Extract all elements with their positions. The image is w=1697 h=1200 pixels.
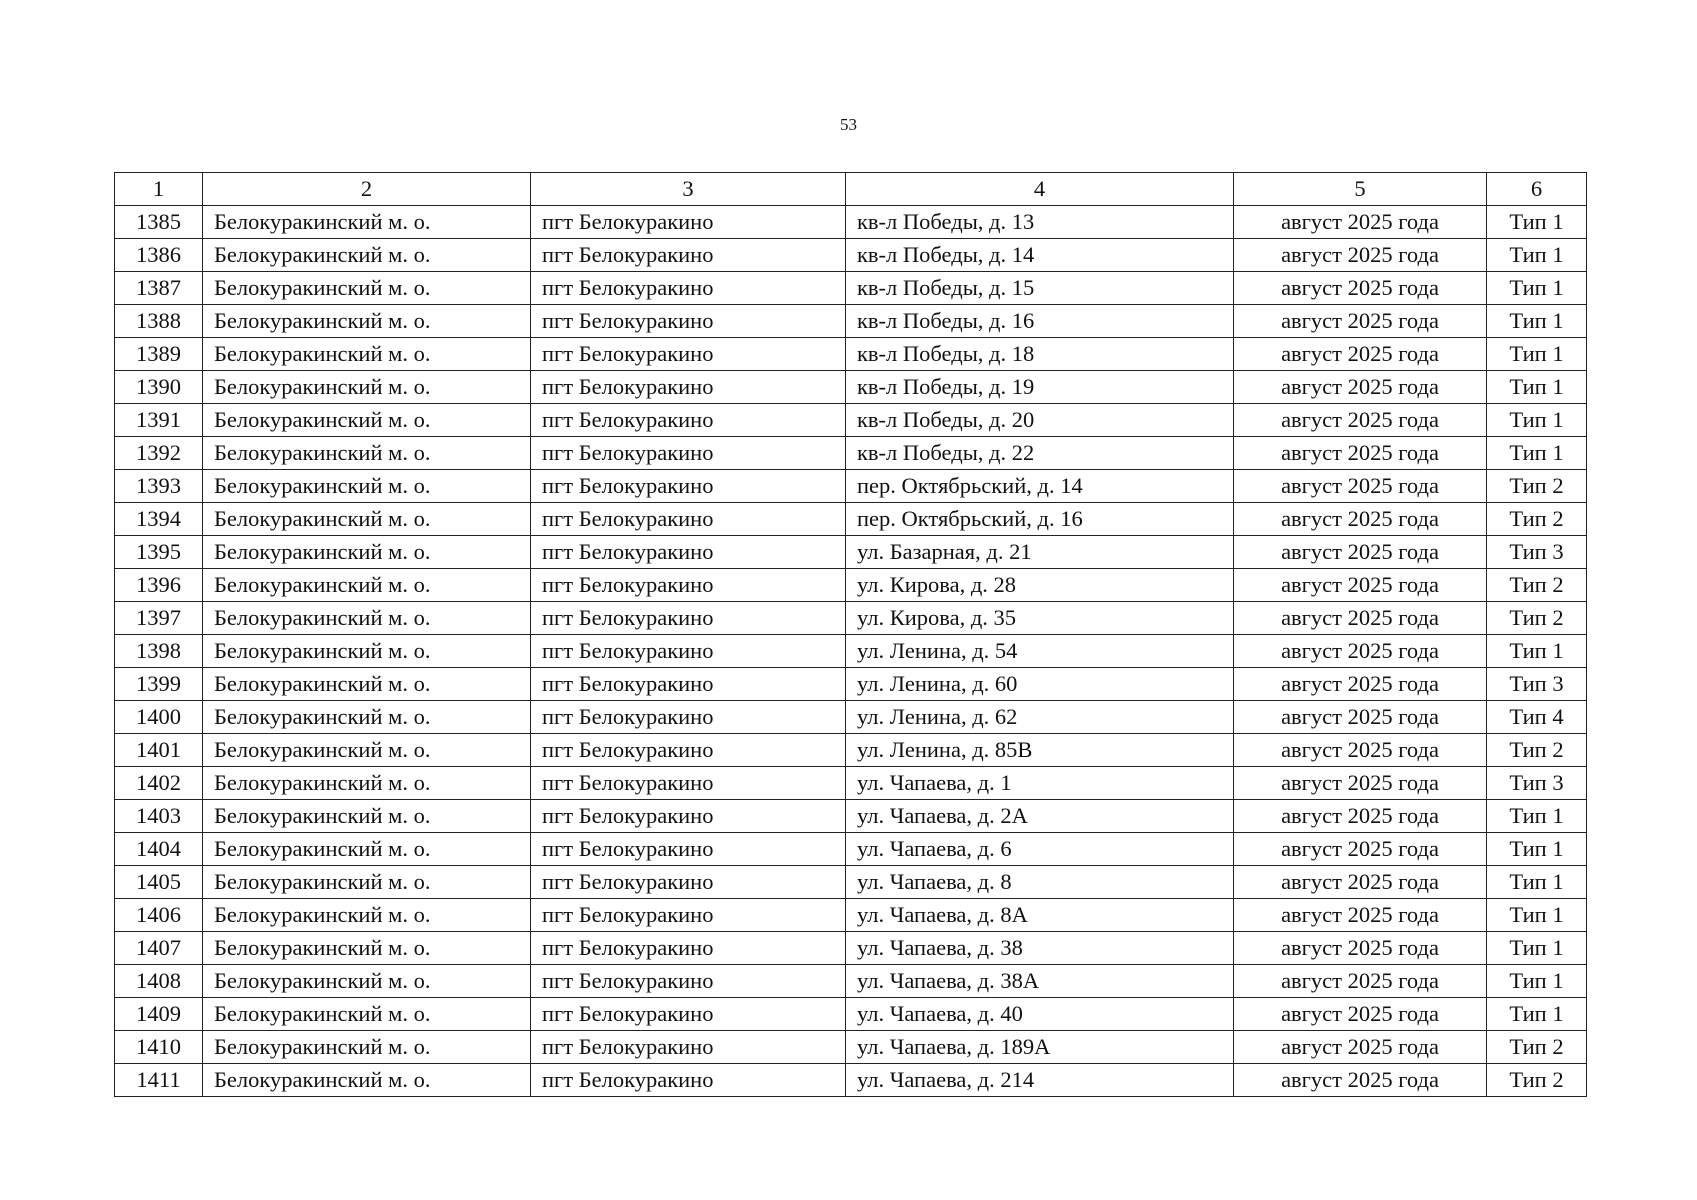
table-row <box>115 833 1587 866</box>
type-cell: Тип 2 <box>1487 1031 1587 1064</box>
address-cell: ул. Чапаева, д. 2А <box>846 800 1234 833</box>
settlement-cell: пгт Белокуракино <box>531 734 846 767</box>
address-cell: ул. Чапаева, д. 38 <box>846 932 1234 965</box>
settlement-cell: пгт Белокуракино <box>531 371 846 404</box>
settlement-cell: пгт Белокуракино <box>531 305 846 338</box>
table-row <box>115 800 1587 833</box>
row-number-cell: 1396 <box>115 569 203 602</box>
registry-table <box>114 172 1587 1097</box>
address-cell: ул. Чапаева, д. 1 <box>846 767 1234 800</box>
municipality-cell: Белокуракинский м. о. <box>203 866 531 899</box>
type-cell: Тип 1 <box>1487 371 1587 404</box>
date-cell: август 2025 года <box>1234 239 1487 272</box>
row-number-cell: 1404 <box>115 833 203 866</box>
row-number-cell: 1388 <box>115 305 203 338</box>
column-header-2: 2 <box>203 173 531 206</box>
date-cell: август 2025 года <box>1234 569 1487 602</box>
date-cell: август 2025 года <box>1234 206 1487 239</box>
row-number-cell: 1401 <box>115 734 203 767</box>
date-cell: август 2025 года <box>1234 965 1487 998</box>
settlement-cell: пгт Белокуракино <box>531 206 846 239</box>
row-number-cell: 1399 <box>115 668 203 701</box>
table-row <box>115 305 1587 338</box>
address-cell: ул. Чапаева, д. 40 <box>846 998 1234 1031</box>
address-cell: ул. Чапаева, д. 189А <box>846 1031 1234 1064</box>
type-cell: Тип 1 <box>1487 437 1587 470</box>
row-number-cell: 1409 <box>115 998 203 1031</box>
address-cell: ул. Чапаева, д. 6 <box>846 833 1234 866</box>
settlement-cell: пгт Белокуракино <box>531 272 846 305</box>
row-number-cell: 1390 <box>115 371 203 404</box>
row-number-cell: 1397 <box>115 602 203 635</box>
date-cell: август 2025 года <box>1234 1031 1487 1064</box>
page-number: 53 <box>840 115 857 134</box>
row-number-cell: 1402 <box>115 767 203 800</box>
municipality-cell: Белокуракинский м. о. <box>203 833 531 866</box>
type-cell: Тип 2 <box>1487 470 1587 503</box>
column-header-5: 5 <box>1234 173 1487 206</box>
row-number-cell: 1392 <box>115 437 203 470</box>
address-cell: ул. Кирова, д. 35 <box>846 602 1234 635</box>
table-body <box>115 206 1587 1097</box>
date-cell: август 2025 года <box>1234 800 1487 833</box>
table-row <box>115 767 1587 800</box>
type-cell: Тип 1 <box>1487 998 1587 1031</box>
settlement-cell: пгт Белокуракино <box>531 833 846 866</box>
address-cell: кв-л Победы, д. 18 <box>846 338 1234 371</box>
table-row <box>115 569 1587 602</box>
type-cell: Тип 1 <box>1487 965 1587 998</box>
table-row <box>115 536 1587 569</box>
table-row <box>115 932 1587 965</box>
date-cell: август 2025 года <box>1234 371 1487 404</box>
row-number-cell: 1411 <box>115 1064 203 1097</box>
date-cell: август 2025 года <box>1234 866 1487 899</box>
table-row <box>115 437 1587 470</box>
date-cell: август 2025 года <box>1234 932 1487 965</box>
address-cell: кв-л Победы, д. 13 <box>846 206 1234 239</box>
table-row <box>115 602 1587 635</box>
settlement-cell: пгт Белокуракино <box>531 635 846 668</box>
settlement-cell: пгт Белокуракино <box>531 965 846 998</box>
address-cell: ул. Ленина, д. 85В <box>846 734 1234 767</box>
row-number-cell: 1391 <box>115 404 203 437</box>
row-number-cell: 1394 <box>115 503 203 536</box>
date-cell: август 2025 года <box>1234 503 1487 536</box>
date-cell: август 2025 года <box>1234 701 1487 734</box>
address-cell: кв-л Победы, д. 14 <box>846 239 1234 272</box>
municipality-cell: Белокуракинский м. о. <box>203 800 531 833</box>
type-cell: Тип 1 <box>1487 899 1587 932</box>
municipality-cell: Белокуракинский м. о. <box>203 206 531 239</box>
type-cell: Тип 1 <box>1487 635 1587 668</box>
header-row <box>115 173 1587 206</box>
row-number-cell: 1408 <box>115 965 203 998</box>
settlement-cell: пгт Белокуракино <box>531 239 846 272</box>
type-cell: Тип 1 <box>1487 239 1587 272</box>
table-row <box>115 470 1587 503</box>
settlement-cell: пгт Белокуракино <box>531 800 846 833</box>
settlement-cell: пгт Белокуракино <box>531 536 846 569</box>
date-cell: август 2025 года <box>1234 470 1487 503</box>
settlement-cell: пгт Белокуракино <box>531 437 846 470</box>
date-cell: август 2025 года <box>1234 602 1487 635</box>
municipality-cell: Белокуракинский м. о. <box>203 503 531 536</box>
table-row <box>115 272 1587 305</box>
settlement-cell: пгт Белокуракино <box>531 701 846 734</box>
table-row <box>115 503 1587 536</box>
column-header-6: 6 <box>1487 173 1587 206</box>
type-cell: Тип 1 <box>1487 833 1587 866</box>
municipality-cell: Белокуракинский м. о. <box>203 767 531 800</box>
table-row <box>115 404 1587 437</box>
table-row <box>115 1031 1587 1064</box>
table-row <box>115 701 1587 734</box>
table-row <box>115 899 1587 932</box>
table-row <box>115 866 1587 899</box>
settlement-cell: пгт Белокуракино <box>531 602 846 635</box>
type-cell: Тип 2 <box>1487 734 1587 767</box>
municipality-cell: Белокуракинский м. о. <box>203 239 531 272</box>
address-cell: ул. Чапаева, д. 8 <box>846 866 1234 899</box>
municipality-cell: Белокуракинский м. о. <box>203 965 531 998</box>
municipality-cell: Белокуракинский м. о. <box>203 635 531 668</box>
municipality-cell: Белокуракинский м. о. <box>203 536 531 569</box>
address-cell: кв-л Победы, д. 20 <box>846 404 1234 437</box>
date-cell: август 2025 года <box>1234 536 1487 569</box>
municipality-cell: Белокуракинский м. о. <box>203 701 531 734</box>
settlement-cell: пгт Белокуракино <box>531 932 846 965</box>
municipality-cell: Белокуракинский м. о. <box>203 899 531 932</box>
settlement-cell: пгт Белокуракино <box>531 1031 846 1064</box>
type-cell: Тип 2 <box>1487 1064 1587 1097</box>
address-cell: кв-л Победы, д. 19 <box>846 371 1234 404</box>
row-number-cell: 1406 <box>115 899 203 932</box>
settlement-cell: пгт Белокуракино <box>531 338 846 371</box>
municipality-cell: Белокуракинский м. о. <box>203 932 531 965</box>
address-cell: ул. Базарная, д. 21 <box>846 536 1234 569</box>
address-cell: кв-л Победы, д. 22 <box>846 437 1234 470</box>
date-cell: август 2025 года <box>1234 998 1487 1031</box>
municipality-cell: Белокуракинский м. о. <box>203 437 531 470</box>
type-cell: Тип 1 <box>1487 272 1587 305</box>
table-header <box>115 173 1587 206</box>
settlement-cell: пгт Белокуракино <box>531 569 846 602</box>
address-cell: ул. Чапаева, д. 38А <box>846 965 1234 998</box>
settlement-cell: пгт Белокуракино <box>531 668 846 701</box>
date-cell: август 2025 года <box>1234 668 1487 701</box>
date-cell: август 2025 года <box>1234 1064 1487 1097</box>
municipality-cell: Белокуракинский м. о. <box>203 569 531 602</box>
row-number-cell: 1398 <box>115 635 203 668</box>
column-header-4: 4 <box>846 173 1234 206</box>
table-row <box>115 239 1587 272</box>
municipality-cell: Белокуракинский м. о. <box>203 602 531 635</box>
date-cell: август 2025 года <box>1234 767 1487 800</box>
type-cell: Тип 2 <box>1487 602 1587 635</box>
row-number-cell: 1387 <box>115 272 203 305</box>
table-row <box>115 734 1587 767</box>
type-cell: Тип 1 <box>1487 932 1587 965</box>
column-header-3: 3 <box>531 173 846 206</box>
table-row <box>115 371 1587 404</box>
address-cell: ул. Ленина, д. 60 <box>846 668 1234 701</box>
municipality-cell: Белокуракинский м. о. <box>203 371 531 404</box>
date-cell: август 2025 года <box>1234 338 1487 371</box>
address-cell: пер. Октябрьский, д. 16 <box>846 503 1234 536</box>
address-cell: пер. Октябрьский, д. 14 <box>846 470 1234 503</box>
type-cell: Тип 1 <box>1487 206 1587 239</box>
address-cell: ул. Кирова, д. 28 <box>846 569 1234 602</box>
type-cell: Тип 4 <box>1487 701 1587 734</box>
date-cell: август 2025 года <box>1234 899 1487 932</box>
settlement-cell: пгт Белокуракино <box>531 503 846 536</box>
type-cell: Тип 1 <box>1487 866 1587 899</box>
row-number-cell: 1410 <box>115 1031 203 1064</box>
row-number-cell: 1385 <box>115 206 203 239</box>
settlement-cell: пгт Белокуракино <box>531 899 846 932</box>
municipality-cell: Белокуракинский м. о. <box>203 404 531 437</box>
date-cell: август 2025 года <box>1234 404 1487 437</box>
date-cell: август 2025 года <box>1234 272 1487 305</box>
address-cell: кв-л Победы, д. 15 <box>846 272 1234 305</box>
type-cell: Тип 1 <box>1487 338 1587 371</box>
municipality-cell: Белокуракинский м. о. <box>203 1064 531 1097</box>
table-row <box>115 338 1587 371</box>
municipality-cell: Белокуракинский м. о. <box>203 734 531 767</box>
municipality-cell: Белокуракинский м. о. <box>203 470 531 503</box>
row-number-cell: 1386 <box>115 239 203 272</box>
municipality-cell: Белокуракинский м. о. <box>203 338 531 371</box>
settlement-cell: пгт Белокуракино <box>531 404 846 437</box>
settlement-cell: пгт Белокуракино <box>531 470 846 503</box>
settlement-cell: пгт Белокуракино <box>531 767 846 800</box>
type-cell: Тип 1 <box>1487 404 1587 437</box>
type-cell: Тип 2 <box>1487 569 1587 602</box>
settlement-cell: пгт Белокуракино <box>531 1064 846 1097</box>
municipality-cell: Белокуракинский м. о. <box>203 668 531 701</box>
table-row <box>115 965 1587 998</box>
table-row <box>115 668 1587 701</box>
type-cell: Тип 3 <box>1487 668 1587 701</box>
row-number-cell: 1389 <box>115 338 203 371</box>
date-cell: август 2025 года <box>1234 833 1487 866</box>
row-number-cell: 1395 <box>115 536 203 569</box>
date-cell: август 2025 года <box>1234 635 1487 668</box>
settlement-cell: пгт Белокуракино <box>531 866 846 899</box>
row-number-cell: 1403 <box>115 800 203 833</box>
type-cell: Тип 3 <box>1487 536 1587 569</box>
type-cell: Тип 2 <box>1487 503 1587 536</box>
address-cell: ул. Ленина, д. 54 <box>846 635 1234 668</box>
table-row <box>115 998 1587 1031</box>
row-number-cell: 1405 <box>115 866 203 899</box>
municipality-cell: Белокуракинский м. о. <box>203 272 531 305</box>
municipality-cell: Белокуракинский м. о. <box>203 1031 531 1064</box>
address-cell: ул. Чапаева, д. 8А <box>846 899 1234 932</box>
row-number-cell: 1407 <box>115 932 203 965</box>
date-cell: август 2025 года <box>1234 305 1487 338</box>
table-row <box>115 206 1587 239</box>
municipality-cell: Белокуракинский м. о. <box>203 998 531 1031</box>
table-row <box>115 1064 1587 1097</box>
row-number-cell: 1393 <box>115 470 203 503</box>
row-number-cell: 1400 <box>115 701 203 734</box>
date-cell: август 2025 года <box>1234 437 1487 470</box>
address-cell: ул. Ленина, д. 62 <box>846 701 1234 734</box>
settlement-cell: пгт Белокуракино <box>531 998 846 1031</box>
column-header-1: 1 <box>115 173 203 206</box>
date-cell: август 2025 года <box>1234 734 1487 767</box>
municipality-cell: Белокуракинский м. о. <box>203 305 531 338</box>
type-cell: Тип 1 <box>1487 305 1587 338</box>
address-cell: ул. Чапаева, д. 214 <box>846 1064 1234 1097</box>
type-cell: Тип 1 <box>1487 800 1587 833</box>
type-cell: Тип 3 <box>1487 767 1587 800</box>
address-cell: кв-л Победы, д. 16 <box>846 305 1234 338</box>
table-row <box>115 635 1587 668</box>
